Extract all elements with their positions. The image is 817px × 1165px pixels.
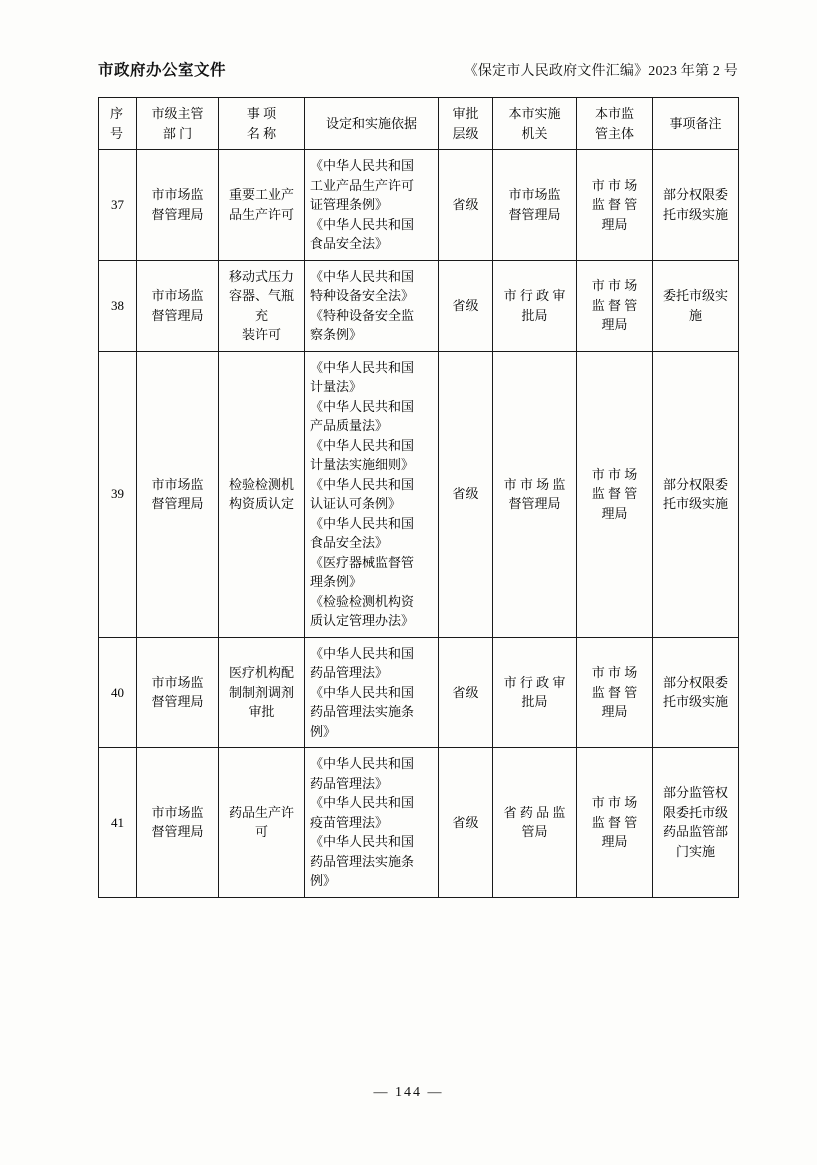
cell-org: 市 市 场 监 督管理局 <box>493 351 577 637</box>
cell-dept: 市市场监 督管理局 <box>137 748 219 898</box>
cell-dept: 市市场监 督管理局 <box>137 260 219 351</box>
cell-item: 医疗机构配 制制剂调剂 审批 <box>219 637 305 748</box>
cell-item: 重要工业产 品生产许可 <box>219 150 305 261</box>
cell-dept: 市市场监 督管理局 <box>137 637 219 748</box>
cell-super: 市 市 场 监 督 管 理局 <box>577 351 653 637</box>
cell-seq: 41 <box>99 748 137 898</box>
cell-remark: 委托市级实 施 <box>653 260 739 351</box>
cell-remark: 部分权限委 托市级实施 <box>653 150 739 261</box>
table-row <box>99 351 739 637</box>
cell-org: 市市场监 督管理局 <box>493 150 577 261</box>
column-header-org: 本市实施 机关 <box>493 98 577 150</box>
cell-level: 省级 <box>439 748 493 898</box>
administrative-items-table <box>98 97 739 898</box>
column-header-item: 事 项 名 称 <box>219 98 305 150</box>
table-row <box>99 150 739 261</box>
page-header <box>98 58 738 80</box>
cell-dept: 市市场监 督管理局 <box>137 351 219 637</box>
table-row <box>99 748 739 898</box>
cell-super: 市 市 场 监 督 管 理局 <box>577 260 653 351</box>
page-number: — 144 — <box>373 1085 444 1100</box>
cell-basis: 《中华人民共和国 工业产品生产许可 证管理条例》 《中华人民共和国 食品安全法》 <box>305 150 439 261</box>
table-row <box>99 260 739 351</box>
cell-basis: 《中华人民共和国 药品管理法》 《中华人民共和国 药品管理法实施条 例》 <box>305 637 439 748</box>
cell-level: 省级 <box>439 260 493 351</box>
cell-item: 移动式压力 容器、气瓶充 装许可 <box>219 260 305 351</box>
cell-super: 市 市 场 监 督 管 理局 <box>577 748 653 898</box>
cell-seq: 40 <box>99 637 137 748</box>
cell-dept: 市市场监 督管理局 <box>137 150 219 261</box>
column-header-remark: 事项备注 <box>653 98 739 150</box>
cell-level: 省级 <box>439 637 493 748</box>
cell-org: 省 药 品 监 管局 <box>493 748 577 898</box>
table-row <box>99 637 739 748</box>
cell-remark: 部分监管权 限委托市级 药品监管部 门实施 <box>653 748 739 898</box>
cell-item: 检验检测机 构资质认定 <box>219 351 305 637</box>
cell-seq: 37 <box>99 150 137 261</box>
document-title: 市政府办公室文件 <box>98 62 227 79</box>
cell-item: 药品生产许 可 <box>219 748 305 898</box>
document-source: 《保定市人民政府文件汇编》2023 年第 2 号 <box>463 64 738 79</box>
column-header-super: 本市监 管主体 <box>577 98 653 150</box>
cell-remark: 部分权限委 托市级实施 <box>653 637 739 748</box>
cell-basis: 《中华人民共和国 计量法》 《中华人民共和国 产品质量法》 《中华人民共和国 计量法实施细则》 《中华人民共和国 认证认可条例》 《中华人民共和国 食品安全法》 《医疗器械监督管 理条例》 《检验检测机构资 质认定管理办法》 <box>305 351 439 637</box>
cell-basis: 《中华人民共和国 特种设备安全法》 《特种设备安全监 察条例》 <box>305 260 439 351</box>
column-header-dept: 市级主管 部 门 <box>137 98 219 150</box>
column-header-basis: 设定和实施依据 <box>305 98 439 150</box>
cell-super: 市 市 场 监 督 管 理局 <box>577 150 653 261</box>
cell-super: 市 市 场 监 督 管 理局 <box>577 637 653 748</box>
cell-seq: 39 <box>99 351 137 637</box>
cell-basis: 《中华人民共和国 药品管理法》 《中华人民共和国 疫苗管理法》 《中华人民共和国 药品管理法实施条 例》 <box>305 748 439 898</box>
cell-level: 省级 <box>439 150 493 261</box>
column-header-seq: 序 号 <box>99 98 137 150</box>
cell-seq: 38 <box>99 260 137 351</box>
cell-org: 市 行 政 审 批局 <box>493 260 577 351</box>
cell-org: 市 行 政 审 批局 <box>493 637 577 748</box>
cell-level: 省级 <box>439 351 493 637</box>
cell-remark: 部分权限委 托市级实施 <box>653 351 739 637</box>
column-header-level: 审批 层级 <box>439 98 493 150</box>
table-header-row <box>99 98 739 150</box>
